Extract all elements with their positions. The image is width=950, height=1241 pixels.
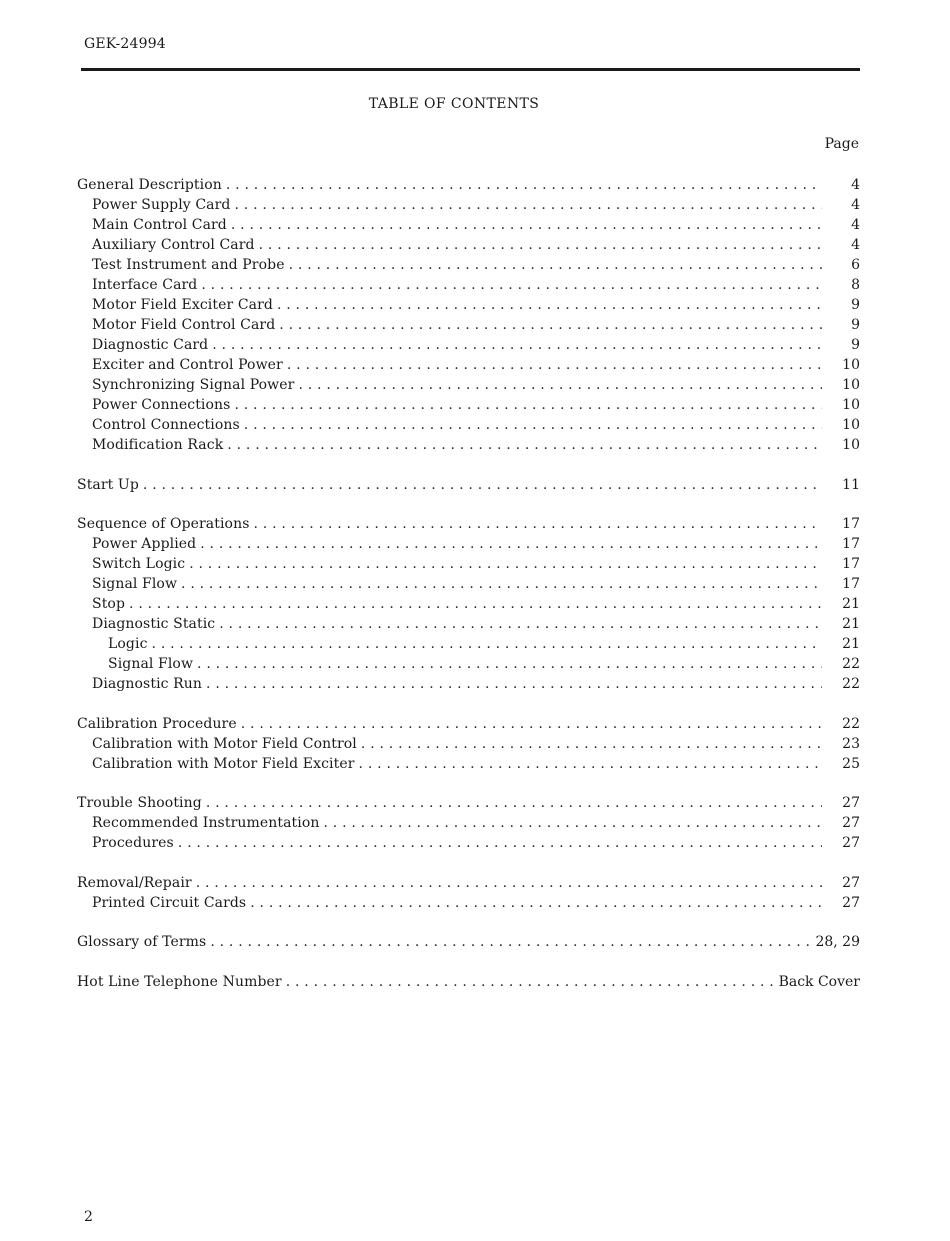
toc-entry-page: 17 xyxy=(842,516,860,532)
toc-entry-page: Back Cover xyxy=(778,973,860,990)
toc-entry xyxy=(77,594,860,614)
toc-entry xyxy=(77,315,860,335)
toc-entry-label: Motor Field Exciter Card xyxy=(92,297,273,313)
toc-entry-page: 21 xyxy=(842,616,860,632)
toc-entry xyxy=(77,634,860,654)
dot-leader xyxy=(241,714,822,734)
toc-entry-label: Modification Rack xyxy=(92,437,224,453)
toc-entry-page: 10 xyxy=(842,397,860,413)
toc-entry-label: Trouble Shooting xyxy=(77,795,202,811)
toc-entry-page: 11 xyxy=(842,476,860,493)
toc-entry-page: 27 xyxy=(842,835,860,851)
dot-leader xyxy=(212,335,822,355)
toc-entry-label: Recommended Instrumentation xyxy=(92,815,320,831)
toc-entry-label: Interface Card xyxy=(92,277,198,293)
toc-entry-page: 27 xyxy=(842,874,860,891)
toc-entry xyxy=(77,554,860,574)
toc-entry xyxy=(77,893,860,913)
document-id: GEK-24994 xyxy=(84,36,166,52)
toc-entry-label: Auxiliary Control Card xyxy=(92,237,255,253)
toc-entry-page: 4 xyxy=(851,177,860,193)
dot-leader xyxy=(206,793,822,813)
toc-entry xyxy=(77,235,860,255)
toc-entry-page: 4 xyxy=(851,217,860,233)
toc-entry xyxy=(77,275,860,295)
dot-leader xyxy=(361,734,822,754)
dot-leader xyxy=(289,255,822,275)
dot-leader xyxy=(226,175,822,195)
toc-entry xyxy=(77,754,860,774)
toc-entry-label: Power Applied xyxy=(92,536,197,552)
toc-entry-page: 28, 29 xyxy=(815,934,860,950)
toc-entry-page: 9 xyxy=(851,337,860,353)
toc-entry-label: Signal Flow xyxy=(92,576,178,592)
dot-leader xyxy=(210,932,811,952)
toc-entry xyxy=(77,813,860,833)
toc-entry-label: Hot Line Telephone Number xyxy=(77,973,282,990)
dot-leader xyxy=(206,674,822,694)
toc-entry xyxy=(77,375,860,395)
toc-entry-page: 27 xyxy=(842,795,860,811)
toc-entry-label: Start Up xyxy=(77,476,139,493)
page-column-label: Page xyxy=(824,136,859,152)
toc-entry xyxy=(77,395,860,415)
toc-entry-label: Switch Logic xyxy=(92,556,186,572)
toc-entry-label: Signal Flow xyxy=(108,656,194,672)
toc-entry-page: 17 xyxy=(842,536,860,552)
toc-entry-page: 27 xyxy=(842,815,860,831)
toc-entry-page: 10 xyxy=(842,417,860,433)
toc-entry xyxy=(77,614,860,634)
dot-leader xyxy=(287,355,822,375)
toc-entry xyxy=(77,734,860,754)
dot-leader xyxy=(298,375,822,395)
toc-entry-label: Power Connections xyxy=(92,397,231,413)
toc-entry-label: Printed Circuit Cards xyxy=(92,894,247,911)
toc-entry-page: 4 xyxy=(851,197,860,213)
toc-list xyxy=(77,175,860,992)
toc-entry-page: 10 xyxy=(842,357,860,373)
dot-leader xyxy=(234,395,822,415)
toc-entry-page: 25 xyxy=(842,755,860,772)
toc-entry-page: 21 xyxy=(842,636,860,652)
dot-leader xyxy=(286,972,775,992)
toc-entry-page: 22 xyxy=(842,656,860,672)
toc-entry xyxy=(77,415,860,435)
toc-entry-label: Sequence of Operations xyxy=(77,516,250,532)
toc-entry xyxy=(77,295,860,315)
toc-entry-page: 23 xyxy=(842,735,860,752)
dot-leader xyxy=(152,634,822,654)
toc-entry xyxy=(77,475,860,495)
dot-leader xyxy=(254,514,823,534)
dot-leader xyxy=(178,833,822,853)
toc-entry-page: 17 xyxy=(842,576,860,592)
dot-leader xyxy=(143,475,822,495)
toc-entry-label: Diagnostic Run xyxy=(92,676,203,692)
toc-entry xyxy=(77,195,860,215)
dot-leader xyxy=(359,754,822,774)
dot-leader xyxy=(181,574,822,594)
toc-entry-page: 10 xyxy=(842,437,860,453)
toc-title: TABLE OF CONTENTS xyxy=(368,96,540,112)
dot-leader xyxy=(197,654,822,674)
dot-leader xyxy=(323,813,822,833)
toc-entry xyxy=(77,654,860,674)
toc-entry-label: Control Connections xyxy=(92,417,240,433)
toc-entry-label: Diagnostic Static xyxy=(92,616,216,632)
toc-entry xyxy=(77,714,860,734)
dot-leader xyxy=(227,435,822,455)
toc-entry xyxy=(77,932,860,952)
dot-leader xyxy=(201,275,822,295)
dot-leader xyxy=(234,195,822,215)
dot-leader xyxy=(129,594,822,614)
toc-entry xyxy=(77,175,860,195)
toc-entry-page: 27 xyxy=(842,894,860,911)
toc-entry-page: 4 xyxy=(851,237,860,253)
toc-entry-label: Calibration Procedure xyxy=(77,715,237,732)
toc-entry-page: 22 xyxy=(842,715,860,732)
toc-entry-label: Diagnostic Card xyxy=(92,337,209,353)
toc-entry xyxy=(77,833,860,853)
dot-leader xyxy=(277,295,822,315)
toc-entry xyxy=(77,574,860,594)
toc-entry-label: Motor Field Control Card xyxy=(92,317,276,333)
toc-entry-label: General Description xyxy=(77,177,222,193)
toc-entry xyxy=(77,215,860,235)
toc-entry xyxy=(77,534,860,554)
toc-entry xyxy=(77,514,860,534)
toc-entry-label: Main Control Card xyxy=(92,217,227,233)
dot-leader xyxy=(250,893,822,913)
header-rule xyxy=(81,68,860,71)
dot-leader xyxy=(196,873,822,893)
toc-entry xyxy=(77,255,860,275)
toc-entry xyxy=(77,972,860,992)
dot-leader xyxy=(200,534,822,554)
dot-leader xyxy=(219,614,822,634)
toc-entry-page: 21 xyxy=(842,596,860,612)
dot-leader xyxy=(189,554,822,574)
toc-entry-page: 8 xyxy=(851,277,860,293)
toc-entry-label: Removal/Repair xyxy=(77,874,192,891)
toc-entry-page: 6 xyxy=(851,257,860,273)
toc-entry-label: Procedures xyxy=(92,835,174,851)
toc-entry xyxy=(77,335,860,355)
toc-entry-label: Test Instrument and Probe xyxy=(92,257,285,273)
toc-entry xyxy=(77,435,860,455)
toc-entry-label: Logic xyxy=(108,636,148,652)
toc-entry-label: Exciter and Control Power xyxy=(92,357,283,373)
toc-entry-page: 17 xyxy=(842,556,860,572)
toc-entry xyxy=(77,355,860,375)
toc-entry-page: 9 xyxy=(851,297,860,313)
toc-entry-label: Calibration with Motor Field Control xyxy=(92,735,357,752)
toc-entry xyxy=(77,873,860,893)
dot-leader xyxy=(244,415,822,435)
dot-leader xyxy=(259,235,822,255)
page-number: 2 xyxy=(84,1209,93,1225)
toc-entry-label: Power Supply Card xyxy=(92,197,231,213)
toc-entry-page: 10 xyxy=(842,377,860,393)
toc-entry-label: Synchronizing Signal Power xyxy=(92,377,295,393)
toc-entry-page: 9 xyxy=(851,317,860,333)
toc-entry-page: 22 xyxy=(842,676,860,692)
toc-entry-label: Glossary of Terms xyxy=(77,934,207,950)
dot-leader xyxy=(231,215,822,235)
toc-entry xyxy=(77,674,860,694)
toc-entry xyxy=(77,793,860,813)
toc-entry-label: Stop xyxy=(92,596,126,612)
toc-entry-label: Calibration with Motor Field Exciter xyxy=(92,755,355,772)
dot-leader xyxy=(279,315,822,335)
